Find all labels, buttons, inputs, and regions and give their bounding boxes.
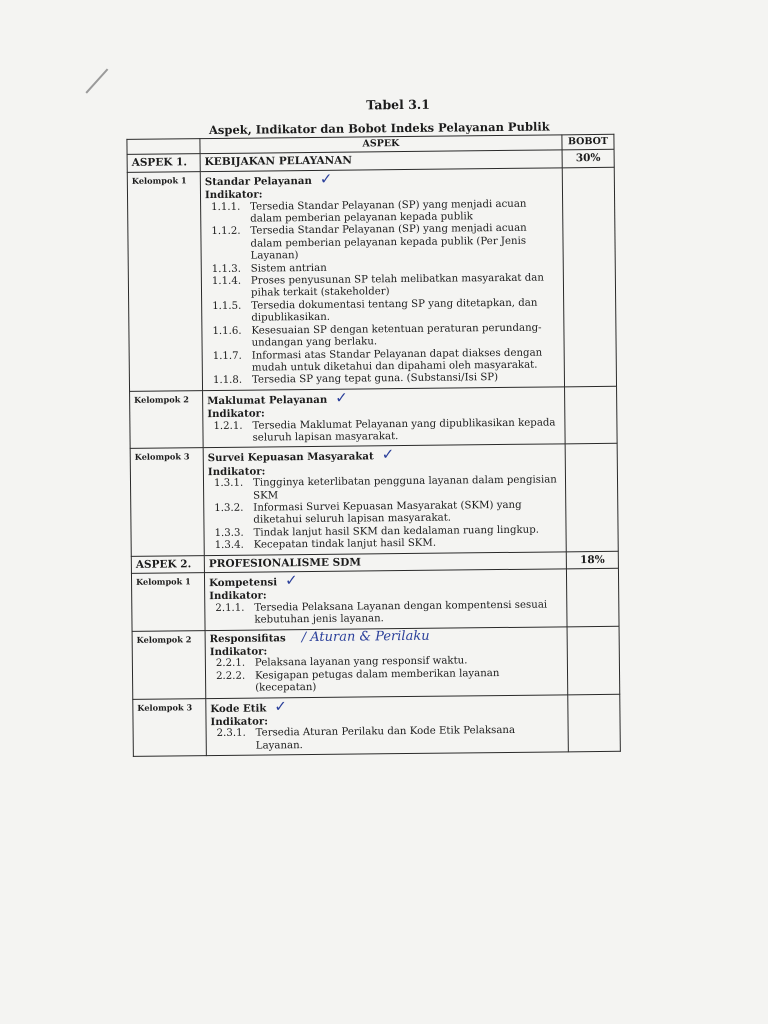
aspek-label: ASPEK 2. (131, 555, 204, 573)
indicator-number: 1.3.4. (214, 539, 244, 552)
handwritten-check-icon: ✓ (335, 388, 348, 407)
bobot-empty-cell (565, 386, 618, 444)
group-title: Kode Etik (210, 702, 267, 715)
indicator-text: Proses penyusunan SP telah melibatkan masyarakat dan pihak terkait (stakeholder) (250, 272, 544, 300)
indicator-text: Informasi atas Standar Pelayanan dapat diakses dengan mudah untuk diketahui dan dipahami oleh masyarakat. (251, 347, 543, 374)
header-empty-cell (127, 139, 200, 155)
group-title: Maklumat Pelayanan (207, 393, 328, 407)
bobot-value: 30% (562, 150, 614, 168)
indicator-number: 1.1.2. (211, 226, 241, 238)
indicator-text: Kecepatan tindak lanjut hasil SKM. (253, 537, 437, 551)
indicator-text: Tindak lanjut hasil SKM dan kedalaman ruang lingkup. (253, 524, 540, 539)
kelompok-label: Kelompok 1 (127, 171, 202, 391)
indikator-label: Indikator: (210, 715, 269, 729)
indicator-text: Tersedia Standar Pelayanan (SP) yang menjadi acuan dalam pemberian pelayanan kepada publik (250, 198, 527, 225)
indicator-text: Kesigapan petugas dalam memberikan layanan (kecepatan) (254, 667, 500, 694)
indicator-item (207, 347, 560, 376)
indicator-number: 2.3.1. (216, 728, 246, 740)
indicator-text: Tersedia Aturan Perilaku dan Kode Etik Pelaksana Layanan. (255, 725, 516, 752)
kelompok-label: Kelompok 1 (131, 573, 205, 631)
indicator-text: Tersedia Standar Pelayanan (SP) yang menjadi acuan dalam pemberian pelayanan kepada publik (Per Jenis Layanan) (250, 223, 527, 262)
kelompok-content (204, 569, 567, 630)
kelompok-label: Kelompok 2 (132, 630, 206, 699)
indicator-number: 1.1.5. (212, 300, 242, 312)
kelompok-row (130, 444, 618, 556)
indicator-item (208, 475, 561, 504)
indicator-number: 1.2.1. (213, 420, 243, 432)
aspek-label: ASPEK 1. (127, 154, 200, 172)
indicator-number: 1.1.3. (211, 263, 242, 275)
indicator-number: 2.2.1. (215, 658, 246, 670)
bobot-empty-cell (568, 694, 621, 752)
indicator-item (211, 725, 564, 754)
indicator-item (209, 537, 562, 553)
group-title: Kompetensi (209, 576, 278, 590)
indicator-text: Informasi Survei Kepuasan Masyarakat (SKM) yang diketahui seluruh lapisan masyarakat. (253, 499, 522, 526)
indicator-item (206, 272, 559, 301)
indikator-label: Indikator: (207, 465, 266, 478)
indicator-text: Sistem antrian (250, 262, 327, 275)
indicator-text: Tersedia Maklumat Pelayanan yang dipublikasikan kepada seluruh lapisan masyarakat. (252, 416, 556, 444)
kelompok-label: Kelompok 3 (133, 698, 207, 756)
kelompok-content (206, 694, 569, 755)
indicator-item (208, 499, 561, 528)
kelompok-row (131, 568, 619, 631)
kelompok-label: Kelompok 3 (130, 448, 204, 556)
indicator-text: Tersedia SP yang tepat guna. (Substansi/Isi SP) (251, 372, 499, 386)
kelompok-row (130, 386, 618, 449)
indicator-text: Tingginya keterlibatan pengguna layanan dalam pengisian SKM (252, 474, 557, 502)
kelompok-label: Kelompok 2 (130, 390, 204, 448)
bobot-empty-cell (566, 568, 619, 626)
indicator-item (210, 667, 563, 696)
indikator-label: Indikator: (204, 188, 263, 202)
handwritten-note: / Aturan & Perilaku (301, 628, 430, 645)
group-title: Standar Pelayanan (204, 174, 312, 188)
indicator-number: 2.2.2. (215, 670, 246, 682)
handwritten-check-icon: ✓ (381, 445, 395, 464)
table-title: Aspek, Indikator dan Bobot Indeks Pelayanan Publik (208, 119, 550, 138)
bobot-empty-cell (567, 626, 620, 695)
indicator-item (209, 599, 562, 628)
indicator-item (205, 223, 558, 264)
kelompok-content (200, 168, 564, 391)
kelompok-row (127, 167, 616, 391)
group-title: Responsifitas (209, 631, 286, 645)
indikator-label: Indikator: (209, 645, 268, 659)
indicator-number: 1.3.1. (213, 477, 244, 490)
bobot-empty-cell (562, 167, 616, 386)
document-body (118, 95, 625, 757)
indicator-item (207, 372, 560, 388)
indikator-label: Indikator: (209, 589, 267, 603)
indicator-item (207, 417, 560, 446)
indicator-number: 2.1.1. (215, 602, 245, 614)
indicator-text: Tersedia dokumentasi tentang SP yang ditetapkan, dan dipublikasikan. (251, 297, 538, 324)
indicator-text: Kesesuaian SP dengan ketentuan peraturan perundang-undangan yang berlaku. (251, 322, 542, 349)
header-bobot: BOBOT (562, 134, 614, 150)
table-number: Tabel 3.1 (366, 96, 431, 113)
indicator-item (206, 297, 559, 326)
indicator-number: 1.1.8. (212, 375, 243, 387)
header-aspek: ASPEK (200, 135, 562, 154)
handwritten-check-icon: ✓ (284, 571, 298, 590)
indikator-label: Indikator: (207, 407, 265, 421)
kelompok-row (133, 694, 621, 757)
kelompok-content (205, 626, 568, 698)
kelompok-content (203, 387, 566, 448)
indicator-number: 1.1.4. (211, 275, 242, 288)
handwritten-check-icon: ✓ (274, 696, 288, 716)
bobot-value: 18% (566, 551, 618, 569)
pen-stroke-mark (85, 68, 108, 93)
indicator-text: Pelaksana layanan yang responsif waktu. (254, 655, 468, 670)
indicator-number: 1.3.3. (214, 527, 244, 539)
indicator-number: 1.3.2. (214, 502, 244, 514)
indicator-number: 1.1.7. (212, 350, 242, 362)
indicator-number: 1.1.6. (212, 325, 242, 337)
indicator-number: 1.1.1. (211, 201, 241, 213)
bobot-empty-cell (565, 444, 618, 552)
kelompok-row (132, 626, 620, 699)
aspek-table (126, 134, 620, 757)
handwritten-check-icon: ✓ (319, 169, 333, 188)
indicator-item (206, 322, 559, 351)
group-title: Survei Kepuasan Masyarakat (207, 450, 374, 465)
aspek-name: KEBIJAKAN PELAYANAN (200, 150, 562, 171)
aspek-name: PROFESIONALISME SDM (204, 551, 566, 572)
indicator-text: Tersedia Pelaksana Layanan dengan kompentensi sesuai kebutuhan jenis layanan. (254, 599, 548, 626)
kelompok-content (203, 444, 566, 555)
